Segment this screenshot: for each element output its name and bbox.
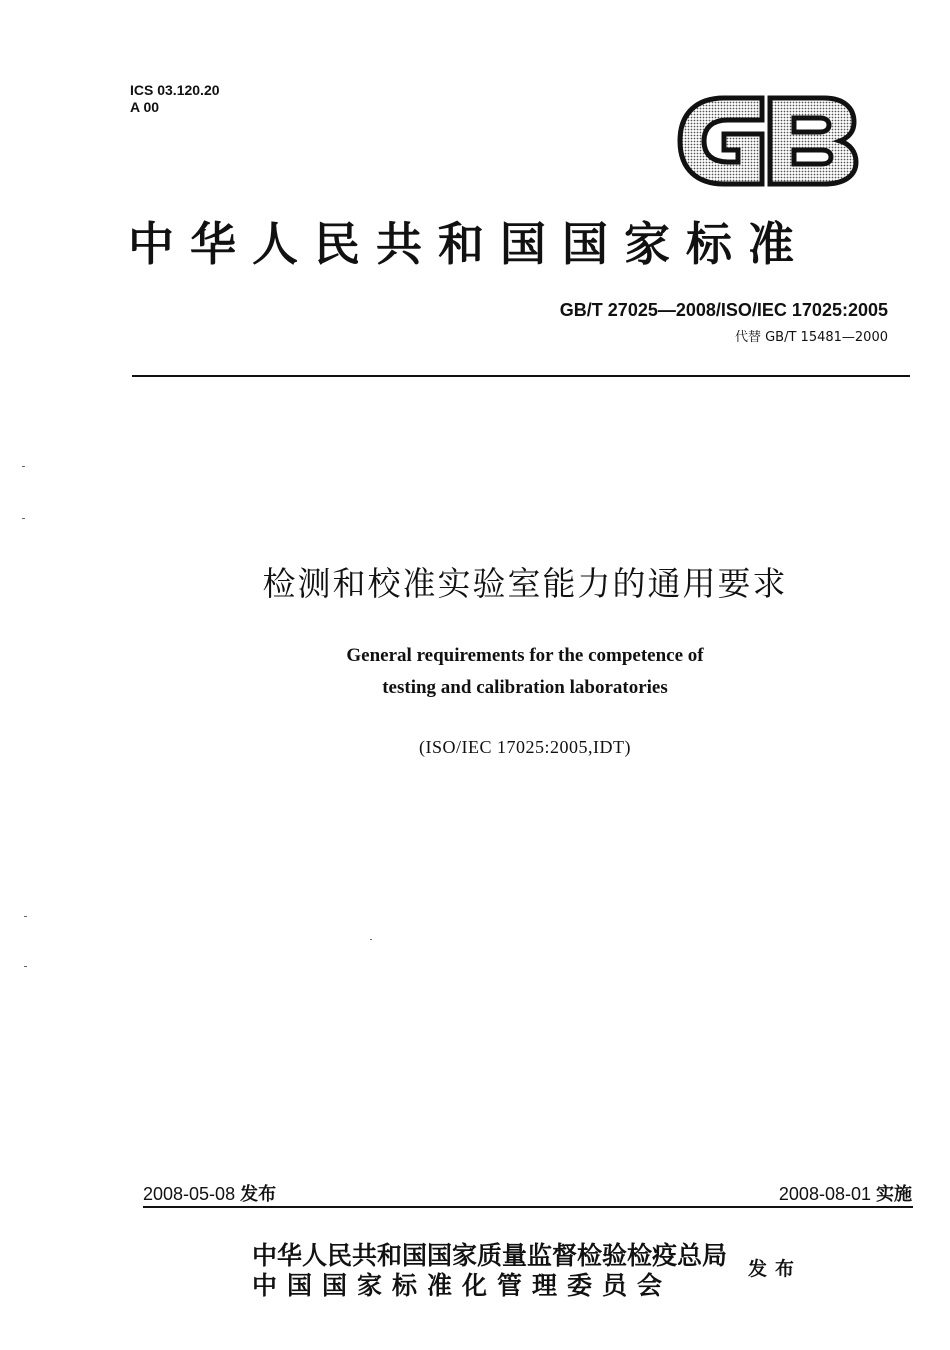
gb-logo xyxy=(672,92,862,190)
publish-label: 发布 xyxy=(748,1258,803,1280)
scan-speck xyxy=(22,518,25,519)
ics-code: ICS 03.120.20 xyxy=(130,82,220,98)
english-title xyxy=(0,640,950,704)
scan-speck xyxy=(370,939,372,940)
issue-date: 2008-05-08 xyxy=(143,1184,236,1204)
implementation-date: 2008-08-01 xyxy=(778,1184,871,1204)
classification-codes xyxy=(130,82,220,116)
implementation-label: 实施 xyxy=(876,1184,912,1205)
scan-speck xyxy=(24,916,27,917)
issue-label: 发布 xyxy=(240,1184,277,1205)
standard-number: GB/T 27025—2008/ISO/IEC 17025:2005 xyxy=(559,300,888,320)
issuer-aqsiq: 中华人民共和国国家质量监督检验检疫总局 xyxy=(252,1241,728,1270)
replaces-standard: 代替 GB/T 15481—2000 xyxy=(734,330,888,345)
svg-text:GB: GB xyxy=(672,92,674,93)
chinese-title: 检测和校准实验室能力的通用要求 xyxy=(262,564,788,603)
english-title-line-1: General requirements for the competence of xyxy=(346,645,704,666)
scan-speck xyxy=(24,966,27,967)
english-title-line-2: testing and calibration laboratories xyxy=(382,677,668,698)
header-divider xyxy=(132,375,910,377)
ccs-code: A 00 xyxy=(130,99,160,115)
national-standard-heading: 中华人民共和国国家标准 xyxy=(128,217,810,271)
scan-speck xyxy=(22,466,25,467)
issuer-sac: 中国国家标准化管理委员会 xyxy=(252,1271,673,1300)
footer-divider xyxy=(143,1206,913,1208)
issue-date-line xyxy=(143,1180,276,1206)
implementation-date-line xyxy=(779,1180,912,1206)
iso-reference: (ISO/IEC 17025:2005,IDT) xyxy=(419,737,631,757)
